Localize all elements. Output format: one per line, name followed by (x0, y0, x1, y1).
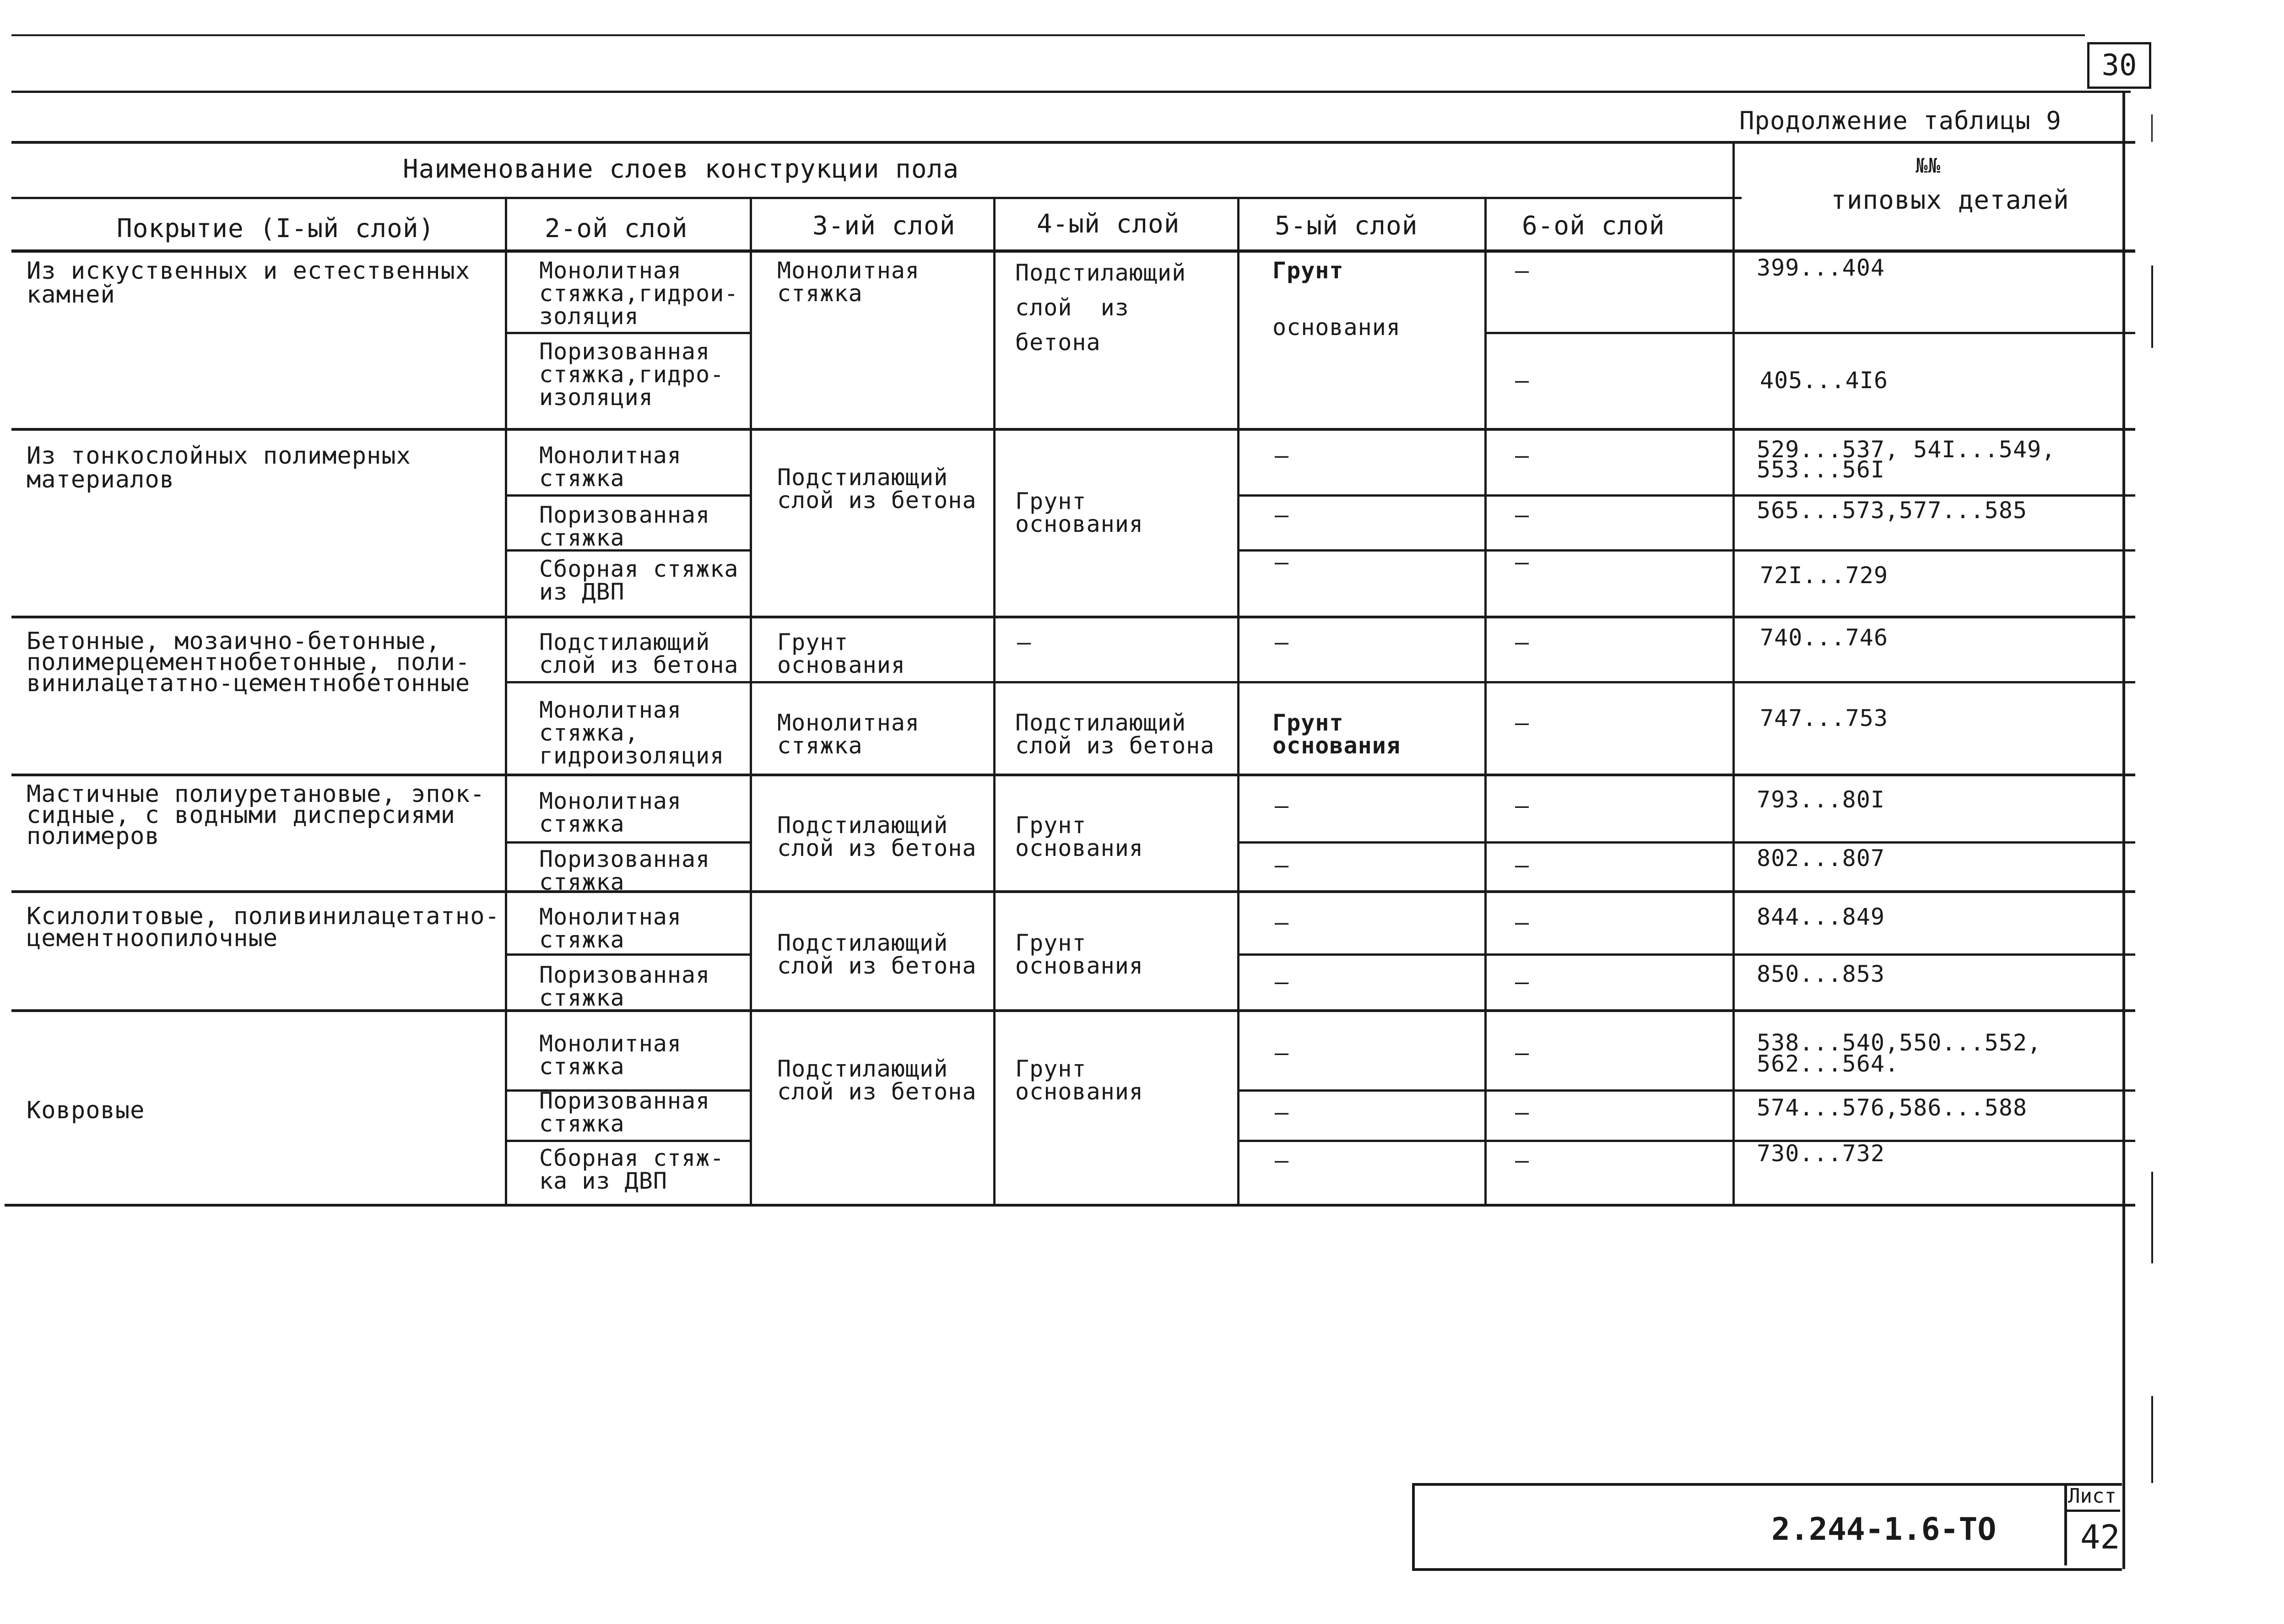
layer2-cell: Подстилающий слой из бетона (539, 629, 739, 678)
group-separator (11, 616, 2135, 618)
layer2-cell: Поризованная стяжка (539, 846, 710, 895)
subrow-separator (506, 332, 751, 334)
layer4-cell: Подстилающий слой из бетона (1015, 709, 1215, 759)
header-col-cover: Покрытие (I-ый слой) (117, 214, 435, 244)
layer6-cell: – (1515, 502, 1530, 528)
layer2-cell: Поризованная стяжка (539, 1088, 710, 1137)
subrow-separator (1238, 494, 2135, 497)
layer3-cell: Монолитная стяжка (777, 257, 920, 307)
subrow-separator (506, 494, 751, 497)
subrow-separator (1238, 953, 2135, 956)
layer2-cell: Монолитная стяжка (539, 1030, 682, 1080)
layer2-cell: Поризованная стяжка (539, 962, 710, 1011)
layer5-cell: – (1275, 1147, 1289, 1174)
subrow-separator (1238, 1140, 2135, 1142)
layer6-cell: – (1515, 549, 1530, 575)
frame-top-line (11, 91, 2131, 93)
layer4-cell: Грунт основания (1015, 488, 1143, 537)
header-col-details: типовых деталей (1831, 185, 2069, 215)
layer5-cell: – (1275, 502, 1289, 528)
layer2-cell: Монолитная стяжка (539, 904, 682, 953)
layer2-cell: Сборная стяжка из ДВП (539, 556, 739, 605)
layer3-cell: Подстилающий слой из бетона (777, 464, 977, 514)
group-separator (11, 774, 2135, 776)
layer6-cell: – (1515, 442, 1530, 469)
layer6-cell: – (1515, 257, 1530, 284)
group-separator (11, 428, 2135, 431)
subrow-separator (1238, 549, 2135, 552)
details-cell: 574...576,586...588 (1757, 1094, 2027, 1121)
layer6-cell: – (1515, 1099, 1530, 1126)
subrow-separator (1238, 1089, 2135, 1092)
cover-type: Бетонные, мозаично-бетонные, полимерцементнобетонные, поли- винилацетатно-цементнобетонные (27, 628, 471, 697)
layer6-cell: – (1515, 709, 1530, 736)
layer4-cell: Подстилающий слой из бетона (1015, 260, 1186, 356)
layer2-cell: Монолитная стяжка (539, 788, 682, 837)
layer5-cell: – (1275, 969, 1289, 995)
title-block (1412, 1483, 2122, 1571)
cover-type: Ксилолитовые, поливинилацетатно- цементноопилочные (27, 903, 500, 952)
layer4-cell: Грунт основания (1015, 812, 1143, 861)
layer5-cell: – (1275, 442, 1289, 469)
table-bottom-border (5, 1204, 2135, 1207)
details-cell: 844...849 (1757, 904, 1885, 930)
layer5-cell: – (1275, 852, 1289, 878)
layer6-cell: – (1515, 367, 1530, 394)
layer3-cell: Подстилающий слой из бетона (777, 1056, 977, 1105)
layer5-cell: – (1275, 909, 1289, 936)
column-divider (505, 197, 507, 1205)
layer6-cell: – (1515, 792, 1530, 819)
header-col-layer6: 6-ой слой (1522, 211, 1665, 241)
details-cell: 72I...729 (1760, 562, 1888, 589)
right-frame-line (2122, 91, 2125, 1569)
layer4-cell: Грунт основания (1015, 930, 1143, 979)
layer3-cell: Монолитная стяжка (777, 709, 920, 759)
subrow-separator (506, 953, 751, 956)
layer3-cell: Подстилающий слой из бетона (777, 812, 977, 861)
table-top-border (11, 141, 2135, 144)
layer5-cell: – (1275, 629, 1289, 655)
column-divider (993, 197, 996, 1205)
layer6-cell: – (1515, 969, 1530, 995)
column-divider (1484, 197, 1487, 1205)
header-col-layer5: 5-ый слой (1275, 211, 1418, 241)
header-col-layer2: 2-ой слой (545, 214, 688, 244)
cover-type: Из искуственных и естественных камней (27, 257, 471, 309)
layer2-cell: Монолитная стяжка, гидроизоляция (539, 697, 725, 769)
layer6-cell: – (1515, 1039, 1530, 1066)
margin-mark (2151, 1172, 2153, 1263)
page-number: 30 (2087, 42, 2151, 89)
layer2-cell: Поризованная стяжка (539, 502, 710, 551)
layer2-cell: Монолитная стяжка (539, 442, 682, 492)
layer4-cell: Грунт основания (1015, 1056, 1143, 1105)
layer2-cell: Сборная стяж- ка из ДВП (539, 1145, 725, 1194)
layer5-cell: – (1275, 549, 1289, 575)
margin-mark (2151, 265, 2153, 348)
layer5-cell: основания (1272, 314, 1401, 341)
layer5-cell: – (1275, 1039, 1289, 1066)
details-cell: 538...540,550...552, 562...564. (1757, 1029, 2042, 1077)
layer2-cell: Поризованная стяжка,гидро- изоляция (539, 338, 725, 411)
column-divider (1732, 141, 1735, 1205)
layer3-cell: Подстилающий слой из бетона (777, 930, 977, 979)
layer6-cell: – (1515, 909, 1530, 936)
column-divider (1237, 197, 1239, 1205)
layer6-cell: – (1515, 852, 1530, 878)
header-col-layer3: 3-ий слой (812, 211, 956, 241)
details-cell: 730...732 (1757, 1140, 1885, 1167)
details-cell: 747...753 (1760, 705, 1888, 731)
document-code: 2.244-1.6-ТО (1771, 1511, 1997, 1548)
details-cell: 740...746 (1760, 624, 1888, 651)
layer6-cell: – (1515, 1147, 1530, 1174)
header-bottom-border (11, 249, 2135, 253)
details-cell: 399...404 (1757, 254, 1885, 281)
layer5-cell: – (1275, 1099, 1289, 1126)
group-separator (11, 890, 2135, 893)
layer4-cell: – (1017, 629, 1032, 655)
details-cell: 565...573,577...585 (1757, 497, 2027, 524)
header-group-title: Наименование слоев конструкции пола (403, 154, 959, 184)
cover-type: Мастичные полиуретановые, эпок- сидные, с водными дисперсиями полимеров (27, 780, 485, 850)
continuation-caption: Продолжение таблицы 9 (1739, 106, 2062, 135)
details-cell: 850...853 (1757, 961, 1885, 987)
margin-mark (2151, 114, 2153, 142)
group-separator (11, 1009, 2135, 1012)
layer3-cell: Грунт основания (777, 629, 905, 678)
details-cell: 793...80I (1757, 786, 1885, 813)
details-cell: 405...4I6 (1760, 367, 1888, 394)
layer5-cell: Грунт (1272, 257, 1344, 284)
subrow-separator (506, 1140, 751, 1142)
header-col-details-mark: №№ (1916, 154, 1941, 178)
cover-type: Ковровые (27, 1097, 145, 1124)
column-divider (750, 197, 752, 1205)
layer6-cell: – (1515, 629, 1530, 655)
layer5-cell: Грунт основания (1272, 709, 1401, 759)
top-rule (11, 34, 2085, 36)
subrow-separator (1238, 841, 2135, 844)
layer2-cell: Монолитная стяжка,гидрои- золяция (539, 257, 739, 330)
sheet-box-divider (2064, 1510, 2120, 1512)
details-cell: 529...537, 54I...549, 553...56I (1757, 436, 2056, 483)
cover-type: Из тонкослойных полимерных материалов (27, 442, 411, 493)
sheet-label: Лист (2068, 1484, 2116, 1508)
subrow-separator (1485, 332, 2135, 334)
sheet-number: 42 (2080, 1518, 2120, 1556)
header-group-divider (11, 197, 1742, 199)
details-cell: 802...807 (1757, 845, 1885, 872)
margin-mark (2151, 1396, 2153, 1483)
subrow-separator (506, 841, 751, 844)
layer5-cell: – (1275, 792, 1289, 819)
header-col-layer4: 4-ый слой (1037, 209, 1180, 239)
